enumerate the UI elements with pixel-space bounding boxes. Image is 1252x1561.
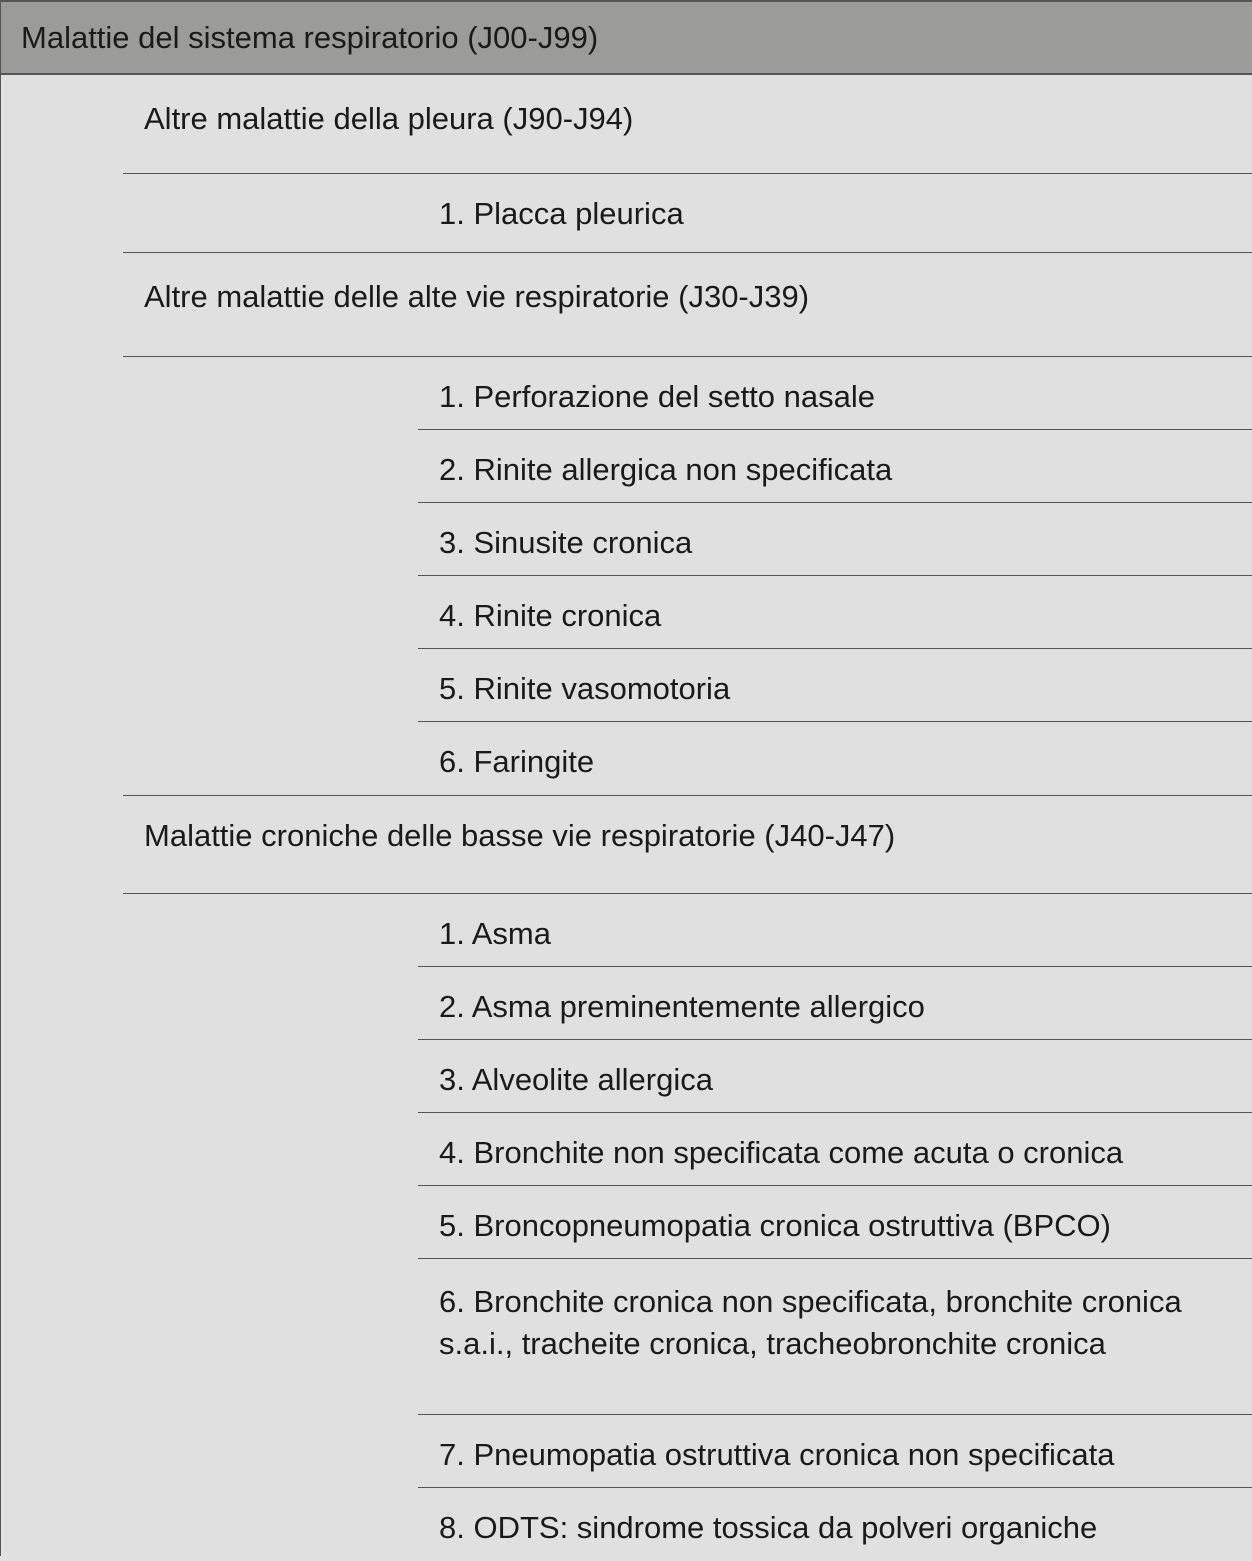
list-item: 6. Faringite — [439, 744, 595, 779]
upper-airways-list — [1, 357, 1252, 795]
list-item: 5. Broncopneumopatia cronica ostruttiva (BPCO) — [418, 1186, 1252, 1259]
list-item: 3. Alveolite allergica — [418, 1040, 1252, 1113]
list-item: 6. Bronchite cronica non specificata, bronchite cronica s.a.i., tracheite cronica, tracheobronchite cronica — [418, 1259, 1252, 1415]
list-item: 3. Sinusite cronica — [418, 503, 1252, 576]
table-header — [1, 0, 1252, 75]
list-item: 2. Rinite allergica non specificata — [418, 430, 1252, 503]
list-item: 2. Asma preminentemente allergico — [418, 967, 1252, 1040]
list-item: 8. ODTS: sindrome tossica da polveri organiche — [439, 1510, 1098, 1545]
group-title-pleura: Altre malattie della pleura (J90-J94) — [123, 75, 1252, 174]
list-item: 1. Perforazione del setto nasale — [418, 357, 1252, 430]
list-item: 5. Rinite vasomotoria — [418, 649, 1252, 722]
group-title-upper-airways: Altre malattie delle alte vie respiratorie (J30-J39) — [123, 253, 1252, 357]
header-title: Malattie del sistema respiratorio (J00-J99) — [21, 19, 599, 55]
list-item: 1. Placca pleurica — [123, 174, 1252, 253]
list-item: 4. Bronchite non specificata come acuta o cronica — [418, 1113, 1252, 1186]
lower-airways-list — [1, 894, 1252, 1561]
list-item: 7. Pneumopatia ostruttiva cronica non specificata — [418, 1415, 1252, 1488]
list-item: 4. Rinite cronica — [418, 576, 1252, 649]
group-title-lower-airways: Malattie croniche delle basse vie respiratorie (J40-J47) — [123, 796, 1252, 894]
list-item: 1. Asma — [418, 894, 1252, 967]
